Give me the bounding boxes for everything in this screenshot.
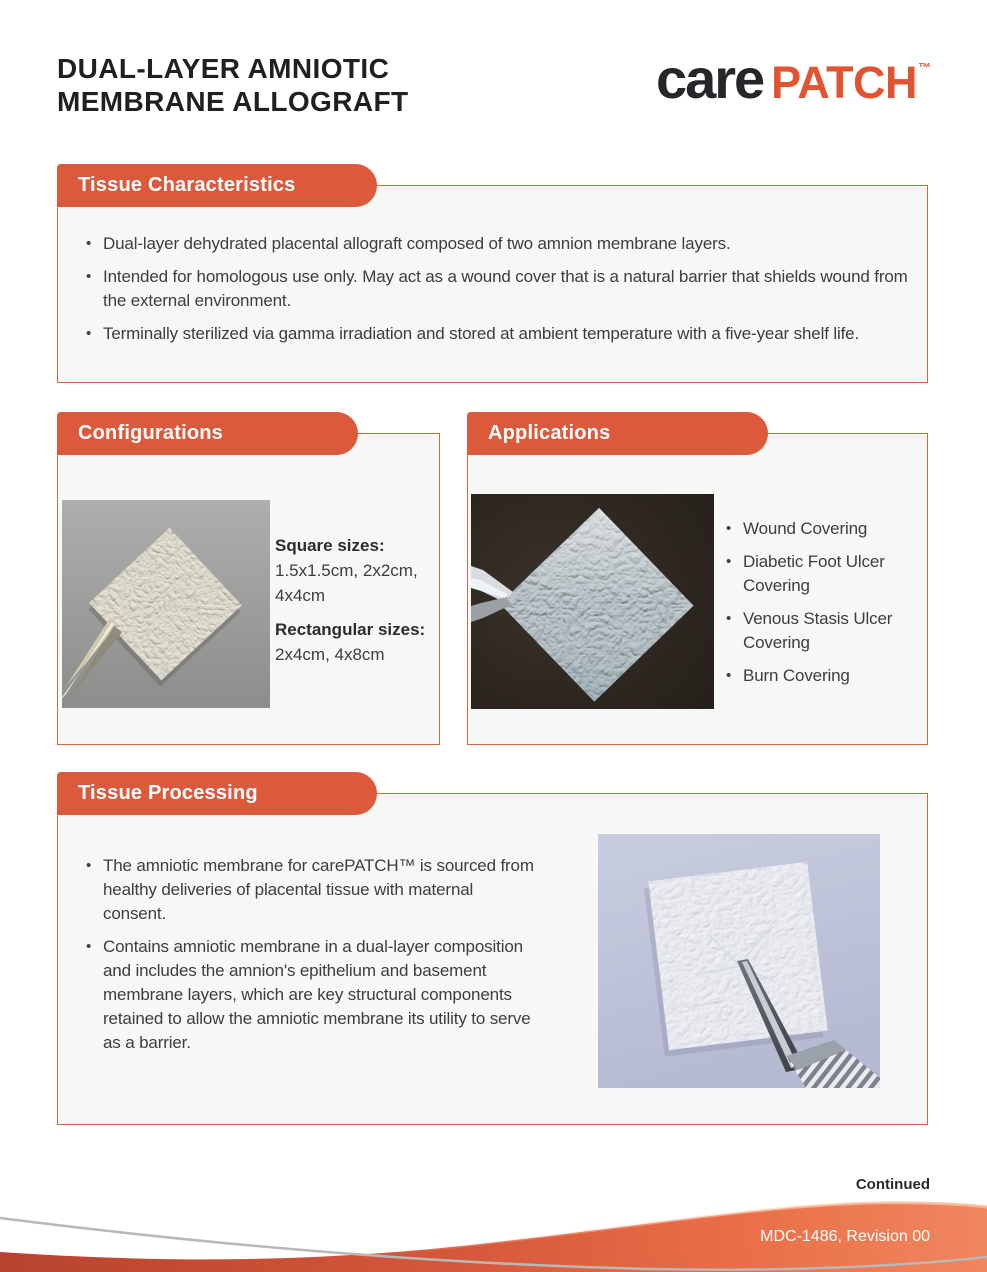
applications-list bbox=[726, 517, 918, 697]
section-title: Tissue Characteristics bbox=[78, 174, 296, 196]
list-item: • Diabetic Foot Ulcer Covering bbox=[726, 550, 918, 598]
section-box-tissue-characteristics bbox=[57, 185, 928, 383]
section-box-tissue-processing bbox=[57, 793, 928, 1125]
section-title: Configurations bbox=[78, 422, 224, 444]
bullet-icon bbox=[86, 935, 103, 1055]
section-tab-applications bbox=[467, 412, 768, 455]
page-title bbox=[57, 52, 408, 118]
tissue-characteristics-list bbox=[86, 232, 914, 355]
section-box-applications bbox=[467, 433, 928, 745]
logo-patch-text: PATCH bbox=[771, 57, 917, 108]
bullet-icon bbox=[86, 854, 103, 926]
continued-label: Continued bbox=[855, 1176, 930, 1193]
bullet-icon bbox=[86, 232, 103, 256]
section-tab-tissue-characteristics bbox=[57, 164, 377, 207]
section-tab-configurations bbox=[57, 412, 358, 455]
section-tab-tissue-processing bbox=[57, 772, 377, 815]
list-item: • Intended for homologous use only. May act as a wound cover that is a natural barrier that shields wound from the external environment. bbox=[86, 265, 914, 313]
list-item: • Venous Stasis Ulcer Covering bbox=[726, 607, 918, 655]
bullet-icon bbox=[86, 265, 103, 313]
list-item: • Contains amniotic membrane in a dual-layer composition and includes the amnion's epithelium and basement membrane layers, which are key structural components retained to allow the amniotic membrane its utility to serve as a barrier. bbox=[86, 935, 538, 1055]
list-item: • Terminally sterilized via gamma irradiation and stored at ambient temperature with a five-year shelf life. bbox=[86, 322, 914, 346]
section-title: Tissue Processing bbox=[78, 782, 258, 804]
square-sizes-value: 1.5x1.5cm, 2x2cm, 4x4cm bbox=[275, 561, 418, 605]
document-code: MDC-1486, Revision 00 bbox=[760, 1228, 930, 1245]
bullet-icon bbox=[726, 607, 743, 655]
logo-trademark: ™ bbox=[918, 60, 931, 75]
logo-care-text: care bbox=[655, 47, 764, 110]
bullet-icon bbox=[726, 550, 743, 598]
list-item: • Burn Covering bbox=[726, 664, 918, 688]
page-title-line2: MEMBRANE ALLOGRAFT bbox=[57, 86, 409, 117]
configurations-sizes bbox=[275, 533, 435, 667]
bullet-icon bbox=[86, 322, 103, 346]
rectangular-sizes-value: 2x4cm, 4x8cm bbox=[275, 645, 385, 664]
rectangular-sizes-label: Rectangular sizes: bbox=[275, 620, 426, 639]
list-item: • Dual-layer dehydrated placental allograft composed of two amnion membrane layers. bbox=[86, 232, 914, 256]
section-title: Applications bbox=[488, 422, 611, 444]
square-sizes-label: Square sizes: bbox=[275, 536, 385, 555]
section-box-configurations bbox=[57, 433, 440, 745]
page-title-line1: DUAL-LAYER AMNIOTIC bbox=[57, 53, 390, 84]
list-item: • The amniotic membrane for carePATCH™ is sourced from healthy deliveries of placental tissue with maternal consent. bbox=[86, 854, 538, 926]
carepatch-logo bbox=[656, 46, 931, 111]
configurations-photo bbox=[62, 500, 270, 708]
footer-wave-graphic bbox=[0, 1182, 987, 1272]
bullet-icon bbox=[726, 517, 743, 541]
tissue-processing-list bbox=[86, 854, 538, 1064]
tissue-processing-photo bbox=[598, 834, 880, 1088]
applications-photo bbox=[471, 494, 714, 709]
list-item: • Wound Covering bbox=[726, 517, 918, 541]
bullet-icon bbox=[726, 664, 743, 688]
